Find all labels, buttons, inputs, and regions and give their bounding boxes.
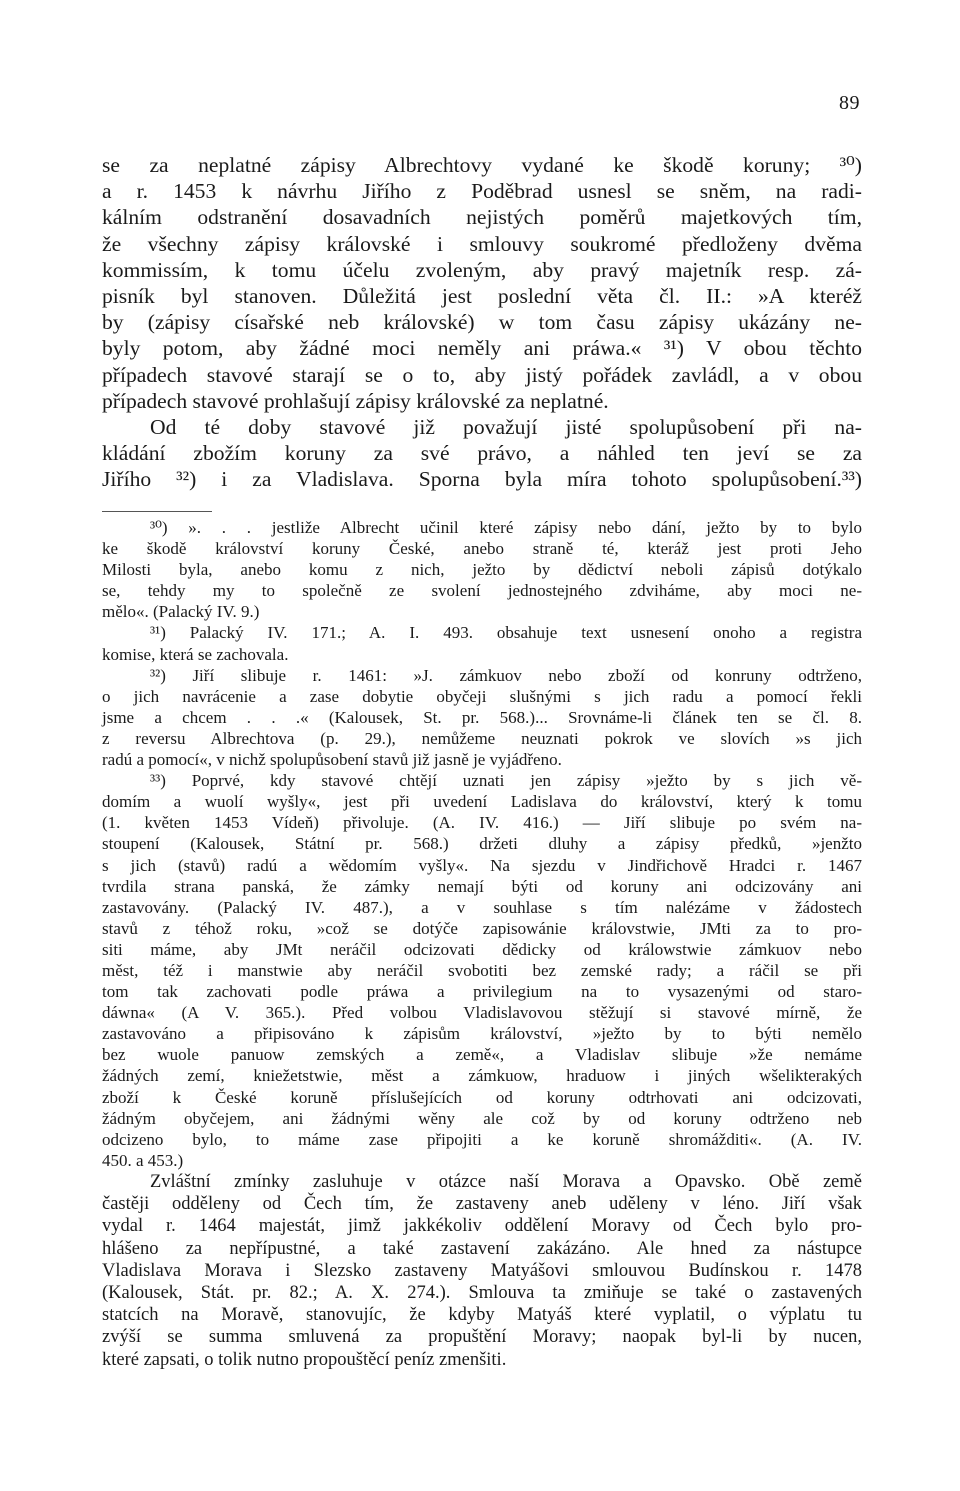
footnote-line: bez wuole panuow zemských a země«, a Vladislav slibuje »že nemáme: [102, 1045, 862, 1065]
footnote-line: tom tak zachovati podle práwa a privilegium na to vysazenými od staro-: [102, 982, 862, 1002]
footnote-line: tvrdila strana panská, že zámky nemají býti od koruny ani odcizovány ani: [102, 876, 862, 896]
footnote-paragraph: [102, 1171, 862, 1371]
footnote-line: radú a pomocí«, v nichž spolupůsobení stavů již jasně je vyjádřeno.: [102, 750, 562, 770]
footnote-line: o jich navrácenie a zase dobytie obyčeji slušnými s jich radu a pomocí řekli: [102, 686, 862, 706]
text-line: případech stavové prohlašují zápisy královské za neplatné.: [102, 388, 609, 413]
footnote-line: Milosti byla, anebo komu z nich, ježto by dědictví neboli zápisů dotýkalo: [102, 560, 862, 580]
footnotes: [102, 517, 862, 1371]
footnote-line: se, tehdy my to společně ze svolení jednostejného zdviháme, aby moci ne-: [102, 581, 862, 601]
footnote-line: stavů z téhož roku, »což se dotýče zapisowánie královstwie, JMti za to pro-: [102, 918, 862, 938]
text-line: Jiřího ³²) i za Vladislava. Sporna byla míra tohoto spolupůsobení.³³): [102, 467, 862, 492]
footnote-line: dáwna« (A V. 365.). Před volbou Vladislavovou stěžují si stavové mírně, že: [102, 1003, 862, 1023]
footnote-line: (1. květen 1453 Vídeň) přivoluje. (A. IV. 416.) — Jiří slibuje po svém na-: [102, 813, 862, 833]
footnote-line: statcích na Moravě, stanovujíc, že kdyby Matyáš které vyplatil, o výplatu tu: [102, 1305, 862, 1326]
text-line: Od té doby stavové již považují jisté spolupůsobení při na-: [150, 415, 862, 440]
main-text: [102, 152, 862, 493]
footnote-line: odcizeno bylo, to máme zase připojiti a ke koruně shromážditi«. (A. IV.: [102, 1129, 862, 1149]
footnote-line: žádných zemí, kniežetstwie, měst a zámkuow, hraduow i jiných wšelikterakých: [102, 1066, 862, 1086]
footnote-line: komise, která se zachovala.: [102, 644, 289, 664]
footnote-line: ³¹) Palacký IV. 171.; A. I. 493. obsahuje text usnesení onoho a registra: [150, 623, 862, 643]
footnote-line: žádným obyčejem, ani žádnými wěny ale což by od koruny odtrženo neb: [102, 1108, 862, 1128]
footnote-separator: [102, 511, 212, 512]
text-line: by (zápisy císařské neb královské) w tom času zápisy ukázány ne-: [102, 310, 862, 335]
footnote-line: které zapsati, o tolik nutno propouštěcí peníz zmenšiti.: [102, 1349, 507, 1370]
footnote-line: zboží k České koruně příslušejících od koruny odtrhovati ani odcizovati,: [102, 1087, 862, 1107]
footnote-line: zastavováno a připisováno k zápisům království, »ježto by to býti nemělo: [102, 1024, 862, 1044]
footnote-line: Vladislava Morava i Slezsko zastaveny Matyášovi smlouvou Budínskou r. 1478: [102, 1260, 862, 1281]
text-line: byly potom, aby žádné moci neměly ani práwa.« ³¹) V obou těchto: [102, 336, 862, 361]
footnote-line: ³⁰) ». . . jestliže Albrecht učinil které zápisy nebo dání, ježto by to bylo: [150, 518, 862, 537]
text-line: kládání zbožím koruny za své právo, a náhled ten jeví se za: [102, 441, 862, 466]
footnote-line: zastavovány. (Palacký IV. 487.), a v souhlase s tím nalézáme v žádostech: [102, 897, 862, 917]
footnote-line: mělo«. (Palacký IV. 9.): [102, 602, 260, 622]
footnote-line: jsme a chcem . . .« (Kalousek, St. pr. 568.)... Srovnáme-li článek ten se čl. 8.: [102, 707, 862, 727]
page-number: 89: [839, 92, 860, 114]
footnote-line: 450. a 453.): [102, 1150, 184, 1170]
footnote-line: (Kalousek, Stát. pr. 82.; A. X. 274.). Smlouva ta zmiňuje se také o zastavených: [102, 1282, 862, 1303]
footnote-line: zvýší se summa smluvená za propuštění Moravy; naopak byl-li by nucen,: [102, 1327, 862, 1348]
text-line: kálním odstranění dosavadních nejistých poměrů majetkových tím,: [102, 205, 862, 230]
text-line: případech stavové starají se o to, aby jistý pořádek zavládl, a v obou: [102, 362, 862, 387]
footnote-line: ke škodě království koruny České, anebo straně té, kteráž jest proti Jeho: [102, 539, 862, 559]
footnote-line: hlášeno za nepřípustné, a také zastavení zakázáno. Ale hned za nástupce: [102, 1238, 862, 1259]
footnote-line: stoupení (Kalousek, Státní pr. 568.) držeti dluhy a zápisy předků, »jenžto: [102, 834, 862, 854]
footnote-line: častěji odděleny od Čech tím, že zastaveny aneb uděleny v léno. Jiří však: [102, 1194, 862, 1215]
footnote-line: z reversu Albrechtova (p. 29.), nemůžeme neuznati pokrok ve slovích »s jich: [102, 728, 862, 748]
text-line: a r. 1453 k návrhu Jiřího z Poděbrad usnesl se sněm, na radi-: [102, 179, 862, 204]
text-line: kommissím, k tomu účelu zvoleným, aby pravý majetník resp. zá-: [102, 257, 862, 282]
footnote-line: ³³) Poprvé, kdy stavové chtějí uznati jen zápisy »ježto by s jich vě-: [150, 771, 862, 791]
footnote-line: siti máme, aby JMt neráčil odcizovati dědicky od králowstwie zámkuov nebo: [102, 939, 862, 959]
text-line: se za neplatné zápisy Albrechtovy vydané ke škodě koruny; ³⁰): [102, 153, 862, 177]
footnote-line: s jich (stavů) radú a wědomím vyšly«. Na sjezdu v Jindřichově Hradci r. 1467: [102, 855, 862, 875]
text-line: pisník byl stanoven. Důležitá jest poslední věta čl. II.: »A kteréž: [102, 284, 862, 309]
footnote-line: Zvláštní zmínky zasluhuje v otázce naší Morava a Opavsko. Obě země: [150, 1171, 862, 1192]
text-line: že všechny zápisy královské i smlouvy soukromé předloženy dvěma: [102, 231, 862, 256]
footnote-line: domím a wuolí wyšly«, jest při uvedení Ladislava do království, který k tomu: [102, 792, 862, 812]
footnote-line: ³²) Jiří slibuje r. 1461: »J. zámkuov nebo zboží od konruny odtrženo,: [150, 665, 862, 685]
footnote-line: měst, též i manstwie aby neráčil svobotiti bez zemské rady; a ráčil se při: [102, 960, 862, 980]
footnote-line: vydal r. 1464 majestát, jimž jakkékoliv oddělení Moravy od Čech bylo pro-: [102, 1216, 862, 1237]
